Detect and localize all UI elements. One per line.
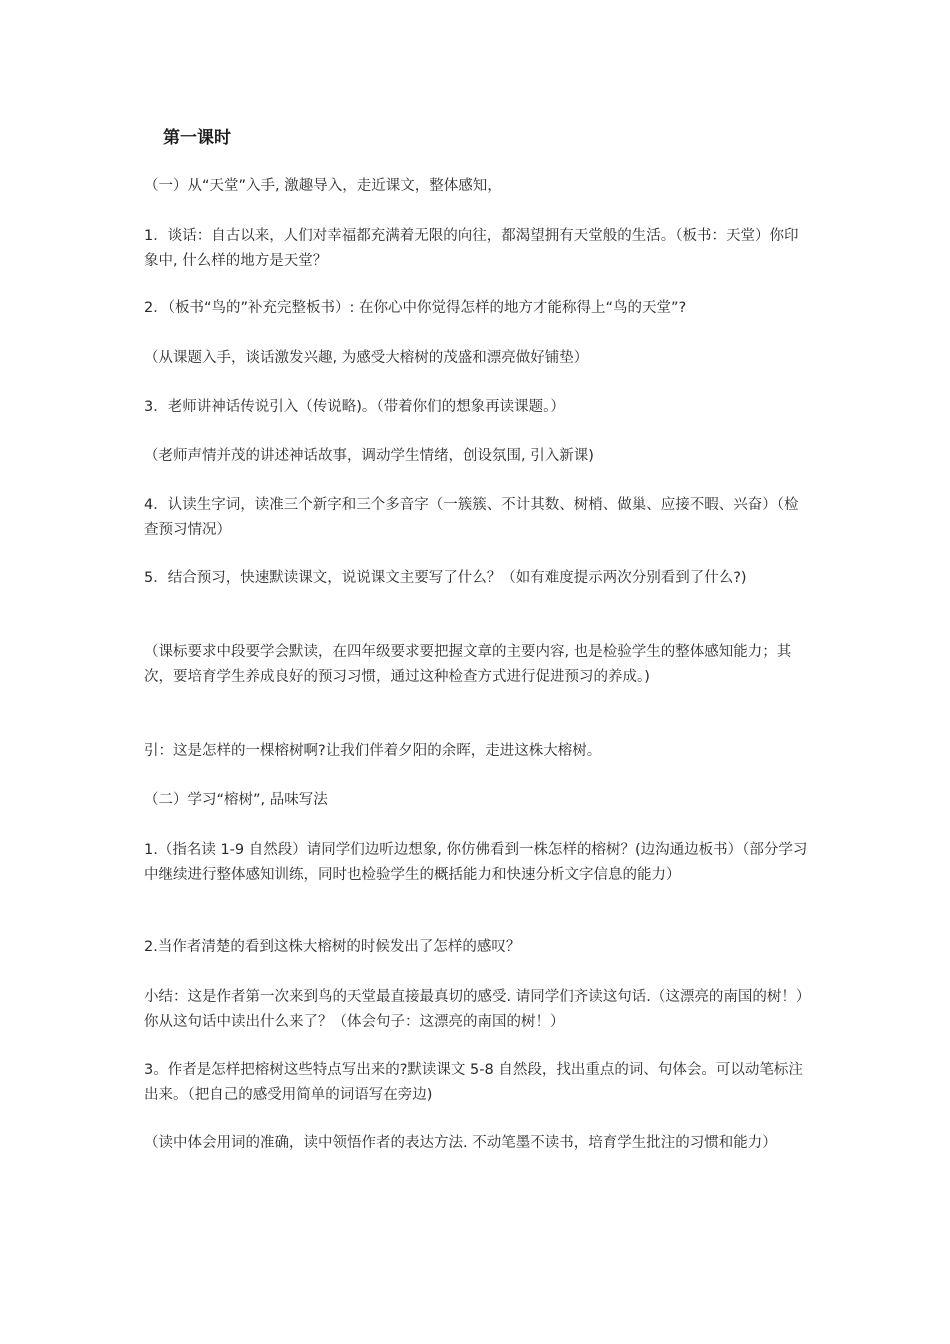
- paragraph-note-4: （读中体会用词的准确，读中领悟作者的表达方法. 不动笔墨不读书，培育学生批注的习惯和能力）: [144, 1135, 777, 1151]
- paragraph-note-1: （从课题入手，谈话激发兴趣, 为感受大榕树的茂盛和漂亮做好铺垫）: [144, 350, 589, 366]
- paragraph-item-3: 3．老师讲神话传说引入（传说略)。（带着你们的想象再读课题。）: [144, 399, 565, 415]
- paragraph-note-3: （课标要求中段要学会默读，在四年级要求要把握文章的主要内容, 也是检验学生的整体感知能力；其次，要培育学生养成良好的预习习惯，通过这种检查方式进行促进预习的养成。): [144, 644, 792, 685]
- paragraph-item-5: 5．结合预习，快速默读课文，说说课文主要写了什么？（如有难度提示两次分别看到了什么?): [144, 570, 747, 586]
- paragraph-item-7: 2.当作者清楚的看到这株大榕树的时候发出了怎样的感叹？: [144, 939, 521, 955]
- paragraph-item-1: 1．谈话：自古以来，人们对幸福都充满着无限的向往，都渴望拥有天堂般的生活。（板书：天堂）你印象中, 什么样的地方是天堂？: [144, 228, 799, 269]
- section-heading-2: （二）学习“榕树”, 品味写法: [144, 792, 328, 808]
- paragraph-intro: 引：这是怎样的一棵榕树啊?让我们伴着夕阳的余晖，走进这株大榕树。: [144, 743, 602, 759]
- paragraph-item-8: 3。作者是怎样把榕树这些特点写出来的?默读课文 5-8 自然段，找出重点的词、句体会。可以动笔标注出来。（把自己的感受用简单的词语写在旁边): [144, 1062, 803, 1103]
- paragraph-item-6: 1.（指名读 1-9 自然段）请同学们边听边想象, 你仿佛看到一株怎样的榕树？(边沟通边板书）（部分学习中继续进行整体感知训练，同时也检验学生的概括能力和快速分析文字信息的能力）: [144, 842, 808, 883]
- paragraph-note-2: （老师声情并茂的讲述神话故事，调动学生情绪，创设氛围, 引入新课): [144, 448, 594, 464]
- paragraph-item-4: 4．认读生字词，读准三个新字和三个多音字（一簇簇、不计其数、树梢、做巢、应接不暇、兴奋）（检查预习情况）: [144, 497, 799, 538]
- paragraph-item-2: 2．（板书“鸟的”补充完整板书）: 在你心中你觉得怎样的地方才能称得上“鸟的天堂”?: [144, 300, 687, 316]
- lesson-title: 第一课时: [163, 128, 231, 148]
- paragraph-summary: 小结：这是作者第一次来到鸟的天堂最直接最真切的感受. 请同学们齐读这句话.（这漂亮的南国的树！）你从这句话中读出什么来了？（体会句子：这漂亮的南国的树！）: [144, 989, 811, 1030]
- section-heading-1: （一）从“天堂”入手, 激趣导入，走近课文，整体感知，: [144, 178, 502, 194]
